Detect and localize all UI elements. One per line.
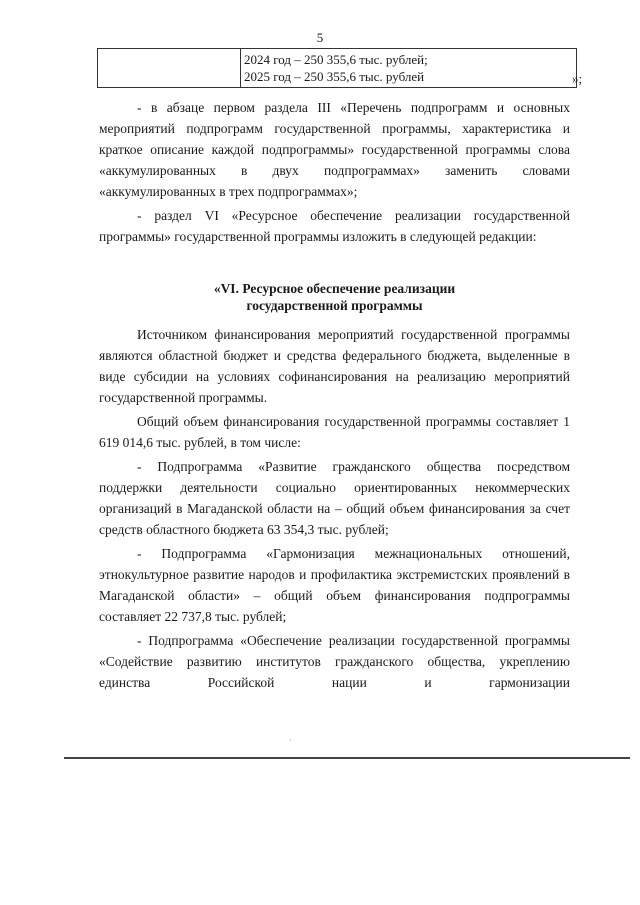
paragraph-funding-sources: Источником финансирования мероприятий государственной программы являются областной бюджет и средства федерального бюджета, выделенные в виде субсидии на условиях софинансирования на реализацию мероприятий государственной программы. (99, 327, 570, 405)
paragraph-section-iii: - в абзаце первом раздела III «Перечень подпрограмм и основных мероприятий подпрограмм государственной программы, характеристика и краткое описание каждой подпрограммы» государственной программы слова «аккумулированных в двух подпрограммах» заменить словами «аккумулированных в трех подпрограммах»; (99, 100, 570, 199)
section-heading-line1: «VI. Ресурсное обеспечение реализации (213, 281, 456, 296)
footer-divider (64, 757, 630, 759)
paragraph-section-vi: - раздел VI «Ресурсное обеспечение реализации государственной программы» государственной программы изложить в следующей редакции: (99, 208, 570, 244)
paragraph-subprogram-3: - Подпрограмма «Обеспечение реализации государственной программы «Содействие развитию институтов гражданского общества, укреплению единства Российской нации и гармонизации (99, 633, 570, 690)
paragraph-subprogram-1: - Подпрограмма «Развитие гражданского общества посредством поддержки деятельности социально ориентированных некоммерческих организаций в Магаданской области на – общий объем финансирования за счет средств областного бюджета 63 354,3 тыс. рублей; (99, 459, 570, 537)
table-row (98, 49, 577, 88)
budget-table (97, 48, 577, 88)
scan-dot: · (289, 736, 292, 745)
table-closing-quote: »; (572, 71, 583, 86)
section-heading (99, 280, 570, 314)
table-cell-empty (98, 49, 241, 88)
page-number: 5 (316, 30, 324, 45)
section-heading-line2: государственной программы (246, 298, 423, 313)
section-vi-block (99, 278, 570, 693)
paragraph-subprogram-2: - Подпрограмма «Гармонизация межнациональных отношений, этнокультурное развитие народов и профилактика экстремистских проявлений в Магаданской области» – общий объем финансирования подпрограммы составляет 22 737,8 тыс. рублей; (99, 546, 570, 624)
amendment-block (99, 97, 570, 247)
table-cell-amounts: 2024 год – 250 355,6 тыс. рублей; 2025 год – 250 355,6 тыс. рублей (241, 49, 577, 88)
paragraph-total-funding: Общий объем финансирования государственной программы составляет 1 619 014,6 тыс. рублей, в том числе: (99, 414, 570, 450)
